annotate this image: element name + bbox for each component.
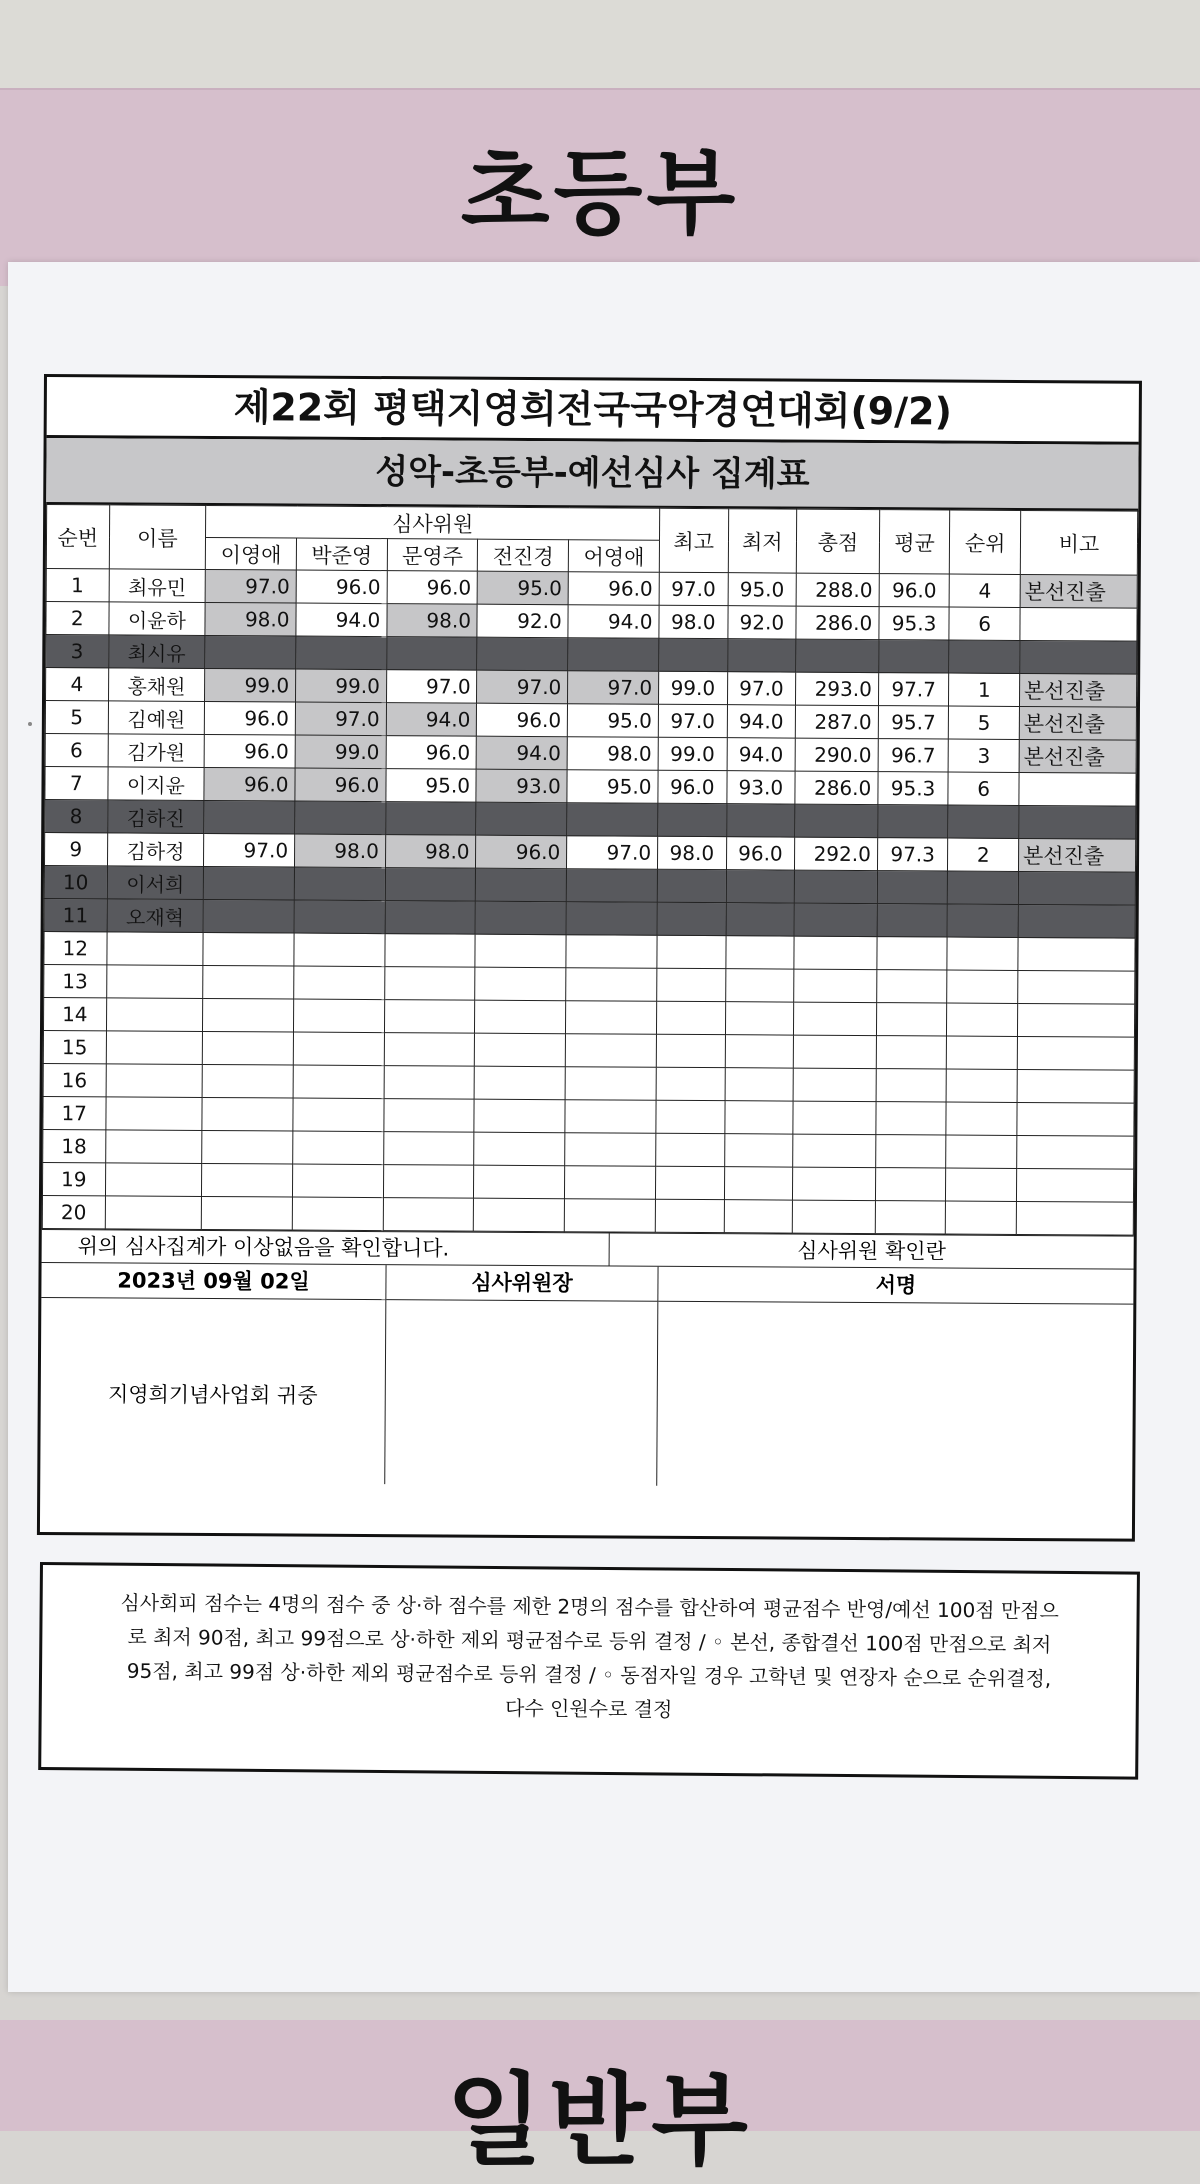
contestant-name: 최유민: [109, 569, 206, 603]
judge-score: [294, 867, 385, 901]
note-line: 로 최저 90점, 최고 99점으로 상·하한 제외 평균점수로 등위 결정 / ◦ 본선, 종합결선 100점 만점으로 최저: [127, 1624, 1052, 1657]
empty-cell: [655, 1199, 724, 1232]
empty-cell: [725, 1068, 794, 1101]
confirm-text: 위의 심사집계가 이상없음을 확인합니다.: [42, 1230, 610, 1265]
judge-score: 97.0: [205, 569, 296, 603]
rank: 2: [948, 838, 1019, 871]
row-number: 4: [46, 668, 109, 701]
empty-cell: [203, 1031, 294, 1065]
date-column: [40, 1263, 386, 1484]
max-score: [659, 638, 728, 671]
contestant-name: 이지윤: [107, 767, 204, 801]
empty-cell: [564, 1199, 655, 1233]
judge-score: 98.0: [567, 737, 658, 771]
max-score: 99.0: [658, 737, 727, 770]
judge-score: [567, 869, 658, 903]
date-text: 2023년 09월 02일: [41, 1263, 385, 1300]
judge-score: 97.0: [567, 836, 658, 870]
judge-score: 97.0: [477, 670, 568, 704]
empty-cell: [384, 1033, 475, 1067]
empty-cell: [725, 936, 794, 969]
row-number: 11: [44, 899, 107, 932]
empty-cell: [877, 937, 948, 970]
empty-cell: [947, 1003, 1018, 1036]
judge-score: [296, 636, 387, 670]
empty-cell: [947, 937, 1018, 970]
judge-score: [476, 901, 567, 935]
judge-score: 94.0: [386, 703, 477, 737]
empty-cell: [475, 967, 566, 1001]
contestant-name: 홍채원: [108, 668, 205, 702]
empty-cell: [794, 1002, 877, 1036]
empty-cell: [293, 1065, 384, 1099]
header-judge: 박준영: [296, 538, 387, 571]
empty-cell: [724, 1134, 793, 1167]
judge-score: [567, 803, 658, 837]
judge-score: [203, 899, 294, 933]
empty-cell: [1017, 1036, 1134, 1070]
empty-cell: [383, 1165, 474, 1199]
note-cell: [1018, 904, 1135, 938]
note-line: 다수 인원수로 결정: [504, 1696, 673, 1722]
empty-cell: [1017, 1003, 1134, 1037]
empty-cell: [293, 1032, 384, 1066]
judge-score: [477, 637, 568, 671]
header-judge: 문영주: [387, 539, 478, 572]
empty-cell: [724, 1167, 793, 1200]
judge-score: 96.0: [386, 736, 477, 770]
row-number: 18: [43, 1130, 106, 1163]
empty-cell: [725, 969, 794, 1002]
empty-cell: [565, 1166, 656, 1200]
empty-cell: [474, 1198, 565, 1232]
empty-cell: [106, 1064, 203, 1098]
empty-cell: [384, 1066, 475, 1100]
judge-score: 98.0: [387, 604, 478, 638]
header-max: 최고: [659, 508, 728, 572]
rank: 6: [948, 772, 1019, 805]
judge-score: [476, 802, 567, 836]
empty-cell: [474, 1132, 565, 1166]
judge-score: [476, 868, 567, 902]
note-cell: 본선진출: [1020, 574, 1137, 608]
empty-cell: [474, 1099, 565, 1133]
empty-cell: [202, 1064, 293, 1098]
empty-cell: [946, 1102, 1017, 1135]
judge-score: 97.0: [386, 670, 477, 704]
total-score: 288.0: [796, 573, 879, 607]
empty-cell: [793, 1167, 876, 1201]
empty-cell: [384, 1099, 475, 1133]
empty-cell: [656, 1067, 725, 1100]
header-total: 총점: [796, 509, 879, 574]
empty-cell: [475, 934, 566, 968]
judge-score: [385, 901, 476, 935]
row-number: 20: [42, 1196, 105, 1229]
empty-cell: [202, 1130, 293, 1164]
average-score: 95.3: [879, 607, 950, 640]
empty-cell: [292, 1164, 383, 1198]
header-judge: 전진경: [478, 539, 569, 572]
sheet-title: 제22회 평택지영희전국국악경연대회(9/2): [47, 377, 1139, 445]
empty-cell: [1016, 1201, 1133, 1235]
empty-cell: [106, 998, 203, 1032]
banner-title: 초등부: [460, 140, 740, 247]
empty-cell: [656, 1133, 725, 1166]
judge-score: 98.0: [385, 835, 476, 869]
judge-score: 95.0: [567, 770, 658, 804]
judge-score: 95.0: [478, 571, 569, 605]
contestant-name: 김가원: [108, 734, 205, 768]
max-score: [657, 869, 726, 902]
empty-cell: [106, 965, 203, 999]
contestant-name: 최시유: [108, 635, 205, 669]
note-cell: [1018, 871, 1135, 905]
min-score: [726, 903, 795, 936]
header-judges: 심사위원: [206, 505, 660, 540]
row-number: 16: [43, 1064, 106, 1097]
paper-mark: [28, 722, 32, 726]
max-score: 97.0: [659, 572, 728, 605]
min-score: [726, 870, 795, 903]
empty-cell: [656, 1001, 725, 1034]
empty-cell: [475, 1033, 566, 1067]
row-number: 19: [42, 1163, 105, 1196]
signature-column: [657, 1267, 1133, 1489]
empty-cell: [475, 1066, 566, 1100]
empty-cell: [106, 932, 203, 966]
average-score: [877, 871, 948, 904]
empty-cell: [202, 1196, 293, 1230]
row-number: 8: [45, 800, 108, 833]
empty-cell: [565, 1133, 656, 1167]
header-rank: 순위: [950, 510, 1021, 574]
max-score: 96.0: [658, 770, 727, 803]
empty-cell: [294, 933, 385, 967]
empty-cell: [384, 1000, 475, 1034]
empty-cell: [565, 1067, 656, 1101]
empty-cell: [1016, 1168, 1133, 1202]
note-cell: 본선진출: [1018, 838, 1135, 872]
empty-cell: [105, 1097, 202, 1131]
empty-cell: [106, 1031, 203, 1065]
judge-score: 96.0: [204, 767, 295, 801]
judge-score: 98.0: [205, 602, 296, 636]
empty-cell: [1017, 1102, 1134, 1136]
rank: 6: [949, 607, 1020, 640]
judge-score: 96.0: [204, 734, 295, 768]
row-number: 3: [46, 635, 109, 668]
row-number: 12: [44, 932, 107, 965]
judge-score: 94.0: [477, 736, 568, 770]
empty-cell: [202, 1163, 293, 1197]
judge-score: 92.0: [477, 604, 568, 638]
empty-cell: [203, 965, 294, 999]
average-score: [878, 640, 949, 673]
empty-cell: [202, 1097, 293, 1131]
note-cell: [1020, 607, 1137, 641]
empty-cell: [1017, 1135, 1134, 1169]
row-number: 5: [45, 701, 108, 734]
header-note: 비고: [1020, 510, 1137, 575]
empty-cell: [1017, 1069, 1134, 1103]
row-number: 15: [43, 1031, 106, 1064]
judge-score: [568, 638, 659, 672]
judge-score: [295, 801, 386, 835]
empty-cell: [875, 1201, 946, 1234]
rank: 5: [949, 706, 1020, 739]
empty-cell: [294, 966, 385, 1000]
average-score: 96.0: [879, 574, 950, 607]
sheet-subtitle: 성악-초등부-예선심사 집계표: [46, 438, 1138, 511]
empty-cell: [566, 935, 657, 969]
total-score: [796, 639, 879, 673]
judge-score: 99.0: [296, 669, 387, 703]
min-score: [726, 804, 795, 837]
empty-cell: [724, 1101, 793, 1134]
average-score: 97.3: [877, 838, 948, 871]
empty-cell: [875, 1135, 946, 1168]
score-sheet: [37, 374, 1142, 1542]
contestant-name: 김하진: [107, 800, 204, 834]
empty-cell: [565, 1100, 656, 1134]
average-score: [877, 904, 948, 937]
contestant-name: 오재혁: [107, 899, 204, 933]
row-number: 9: [44, 833, 107, 866]
max-score: 98.0: [657, 836, 726, 869]
row-number: 13: [44, 965, 107, 998]
max-score: [657, 902, 726, 935]
note-line: 심사회피 점수는 4명의 점수 중 상·하 점수를 제한 2명의 점수를 합산하여 평균점수 반영/예선 100점 만점으: [120, 1590, 1059, 1623]
judge-confirm-label: 심사위원 확인란: [797, 1238, 946, 1264]
rules-note: [38, 1562, 1140, 1780]
max-score: [658, 803, 727, 836]
judge-score: 95.0: [386, 769, 477, 803]
judge-score: 95.0: [568, 704, 659, 738]
note-cell: [1019, 805, 1136, 839]
max-score: 99.0: [658, 671, 727, 704]
empty-cell: [793, 1134, 876, 1168]
empty-cell: [946, 1135, 1017, 1168]
judge-score: 96.0: [205, 701, 296, 735]
average-score: 95.7: [878, 706, 949, 739]
total-score: [795, 804, 878, 838]
empty-cell: [656, 1034, 725, 1067]
empty-cell: [946, 1201, 1017, 1234]
empty-cell: [657, 935, 726, 968]
total-score: 290.0: [795, 738, 878, 772]
average-score: 95.3: [878, 772, 949, 805]
header-min: 최저: [728, 509, 797, 573]
empty-cell: [293, 1098, 384, 1132]
empty-cell: [565, 1034, 656, 1068]
signature-area: [40, 1262, 1133, 1489]
empty-cell: [876, 1102, 947, 1135]
judge-score: 97.0: [568, 671, 659, 705]
empty-cell: [385, 934, 476, 968]
row-number: 2: [46, 602, 109, 635]
row-number: 10: [44, 866, 107, 899]
judge-score: 97.0: [295, 702, 386, 736]
judge-score: 96.0: [295, 768, 386, 802]
empty-cell: [793, 1068, 876, 1102]
judge-score: 94.0: [296, 603, 387, 637]
empty-cell: [203, 998, 294, 1032]
rank: [949, 640, 1020, 673]
rank: [948, 871, 1019, 904]
min-score: 97.0: [727, 672, 796, 705]
header-avg: 평균: [879, 510, 950, 574]
empty-cell: [793, 1101, 876, 1135]
judge-score: 96.0: [296, 570, 387, 604]
max-score: 98.0: [659, 605, 728, 638]
total-score: [794, 903, 877, 937]
recipient-text: 지영희기념사업회 귀중: [107, 1382, 318, 1408]
judge-score: 96.0: [476, 835, 567, 869]
empty-cell: [876, 1069, 947, 1102]
score-rows: [42, 569, 1137, 1236]
empty-cell: [947, 1036, 1018, 1069]
judge-score: 97.0: [204, 833, 295, 867]
judge-score: [204, 866, 295, 900]
bottom-banner-title: 일반부: [446, 2062, 754, 2179]
judge-score: 96.0: [477, 703, 568, 737]
total-score: 292.0: [795, 837, 878, 871]
total-score: 293.0: [796, 672, 879, 706]
judge-score: 99.0: [205, 668, 296, 702]
judge-score: [386, 637, 477, 671]
note-cell: 본선진출: [1019, 739, 1136, 773]
empty-cell: [203, 932, 294, 966]
row-number: 17: [43, 1097, 106, 1130]
empty-cell: [725, 1002, 794, 1035]
empty-cell: [293, 1131, 384, 1165]
rank: 3: [948, 739, 1019, 772]
score-table: [42, 504, 1138, 1236]
empty-cell: [105, 1130, 202, 1164]
empty-cell: [105, 1196, 202, 1230]
empty-cell: [656, 1100, 725, 1133]
empty-cell: [876, 970, 947, 1003]
empty-cell: [947, 970, 1018, 1003]
empty-cell: [474, 1165, 565, 1199]
row-number: 14: [43, 998, 106, 1031]
max-score: 97.0: [658, 704, 727, 737]
rank: 4: [949, 574, 1020, 607]
contestant-name: 김하정: [107, 833, 204, 867]
note-cell: 본선진출: [1019, 673, 1136, 707]
row-number: 1: [46, 569, 109, 602]
judge-score: [385, 868, 476, 902]
header-no: 순번: [46, 505, 109, 569]
row-number: 6: [45, 734, 108, 767]
min-score: 96.0: [726, 837, 795, 870]
empty-cell: [1018, 970, 1135, 1004]
judge-score: 98.0: [295, 834, 386, 868]
empty-cell: [724, 1200, 793, 1233]
contestant-name: 이서희: [107, 866, 204, 900]
judge-score: [385, 802, 476, 836]
total-score: 286.0: [796, 606, 879, 640]
empty-cell: [946, 1168, 1017, 1201]
total-score: 286.0: [795, 771, 878, 805]
judge-score: 93.0: [476, 769, 567, 803]
judge-score: 94.0: [568, 605, 659, 639]
empty-cell: [946, 1069, 1017, 1102]
row-number: 7: [45, 767, 108, 800]
empty-cell: [794, 936, 877, 970]
empty-cell: [876, 1036, 947, 1069]
judge-score: [566, 902, 657, 936]
confirm-row: [42, 1229, 1134, 1269]
average-score: 97.7: [878, 673, 949, 706]
total-score: 287.0: [795, 705, 878, 739]
empty-cell: [794, 969, 877, 1003]
empty-cell: [384, 967, 475, 1001]
judge-score: 96.0: [568, 572, 659, 606]
empty-cell: [105, 1163, 202, 1197]
rank: [948, 805, 1019, 838]
empty-cell: [566, 968, 657, 1002]
note-line: 95점, 최고 99점 상·하한 제외 평균점수로 등위 결정 / ◦ 동점자일 경우 고학년 및 연장자 순으로 순위결정,: [126, 1658, 1052, 1691]
note-cell: 본선진출: [1019, 706, 1136, 740]
rank: 1: [949, 673, 1020, 706]
empty-cell: [875, 1168, 946, 1201]
contestant-name: 이윤하: [108, 602, 205, 636]
judge-score: 99.0: [295, 735, 386, 769]
average-score: 96.7: [878, 739, 949, 772]
note-cell: [1019, 772, 1136, 806]
empty-cell: [294, 999, 385, 1033]
min-score: [727, 639, 796, 672]
header-judge: 어영애: [569, 540, 660, 573]
empty-cell: [292, 1197, 383, 1231]
average-score: [877, 805, 948, 838]
chief-judge-column: [385, 1265, 658, 1486]
empty-cell: [383, 1198, 474, 1232]
contestant-name: 김예원: [108, 701, 205, 735]
judge-score: 96.0: [387, 571, 478, 605]
min-score: 92.0: [727, 606, 796, 639]
rank: [947, 904, 1018, 937]
min-score: 93.0: [726, 771, 795, 804]
min-score: 95.0: [728, 573, 797, 606]
empty-cell: [657, 968, 726, 1001]
min-score: 94.0: [727, 738, 796, 771]
empty-cell: [793, 1035, 876, 1069]
empty-cell: [475, 1000, 566, 1034]
note-cell: [1020, 640, 1137, 674]
signature-label: 서명: [658, 1267, 1133, 1305]
empty-cell: [1018, 937, 1135, 971]
total-score: [794, 870, 877, 904]
header-name: 이름: [109, 505, 206, 570]
empty-cell: [655, 1166, 724, 1199]
judge-score: [205, 635, 296, 669]
judge-score: [204, 800, 295, 834]
empty-cell: [792, 1200, 875, 1234]
empty-cell: [566, 1001, 657, 1035]
judge-score: [294, 900, 385, 934]
empty-cell: [383, 1132, 474, 1166]
empty-cell: [876, 1003, 947, 1036]
chief-judge-label: 심사위원장: [386, 1265, 657, 1302]
header-judge: 이영애: [206, 537, 297, 570]
min-score: 94.0: [727, 705, 796, 738]
empty-cell: [725, 1035, 794, 1068]
